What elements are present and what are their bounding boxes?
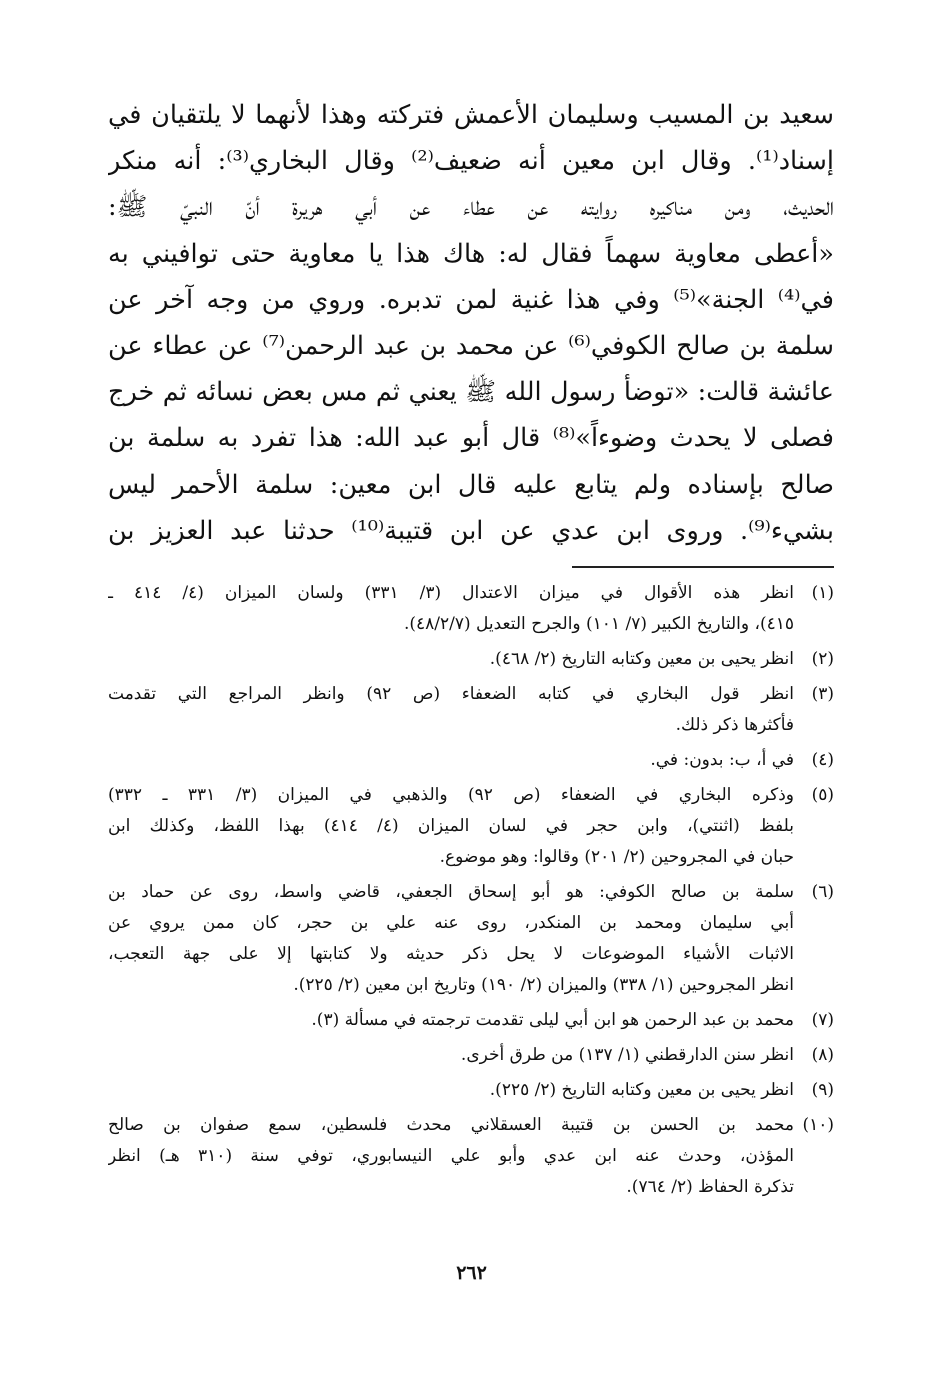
- footnote-number: (٩): [811, 1080, 834, 1100]
- footnote-9: [108, 1075, 834, 1106]
- footnote-1: [108, 578, 834, 640]
- footnote-line: أبي سليمان ومحمد بن المنكدر، روى عنه علي بن حجر، كان ممن يروي عن: [108, 913, 794, 933]
- footnote-7: [108, 1005, 834, 1036]
- footnote-body: [108, 877, 794, 1001]
- footnote-line: سلمة بن صالح الكوفي: هو أبو إسحاق الجعفي، قاضي واسط، روى عن حماد بن: [108, 882, 794, 902]
- footnote-body: [108, 578, 794, 640]
- footnote-line: محمد بن عبد الرحمن هو ابن أبي ليلى تقدمت ترجمته في مسألة (٣).: [311, 1010, 794, 1030]
- footnote-number: (٧): [811, 1010, 834, 1030]
- main-text-line: الحديث، ومن مناكيره روايته عن عطاء عن أبي هريرة أنّ النبيّ ﷺ:: [108, 192, 834, 223]
- footnote-body: [108, 644, 794, 675]
- footnotes: [108, 578, 834, 1207]
- footnote-number: (٢): [811, 649, 834, 669]
- main-text-line: سعيد بن المسيب وسليمان الأعمش فتركته وهذا لأنهما لا يلتقيان في: [108, 100, 834, 130]
- footnote-5: [108, 780, 834, 873]
- footnote-number: (٣): [811, 684, 834, 704]
- main-text-line: «أعطى معاوية سهماً فقال له: هاك هذا يا معاوية حتى توافيني به: [108, 238, 834, 269]
- footnote-line: تذكرة الحفاظ (٢/ ٧٦٤).: [626, 1177, 794, 1197]
- footnote-number: (٦): [811, 882, 834, 902]
- footnote-3: [108, 679, 834, 741]
- footnote-body: [108, 745, 794, 776]
- footnote-line: بلفظ (اثنتي)، وابن حجر في لسان الميزان (٤/ ٤١٤) بهذا اللفظ، وكذلك ابن: [108, 816, 794, 836]
- footnote-line: انظر قول البخاري في كتابه الضعفاء (ص ٩٢) وانظر المراجع التي تقدمت: [108, 684, 794, 704]
- footnote-line: انظر هذه الأقوال في ميزان الاعتدال (٣/ ٣٣١) ولسان الميزان (٤/ ٤١٤ ـ: [108, 583, 794, 603]
- footnote-body: [108, 1005, 794, 1036]
- footnote-number: (٥): [811, 785, 834, 805]
- main-text: [108, 92, 834, 554]
- footnote-line: فأكثرها ذكر ذلك.: [675, 715, 794, 735]
- main-text-line: في⁽⁴⁾ الجنة»⁽⁵⁾ وفي هذا غنية لمن تدبره. وروي من وجه آخر عن: [108, 284, 834, 315]
- footnote-line: حبان في المجروحين (٢/ ٢٠١) وقالوا: وهو موضوع.: [439, 847, 794, 867]
- footnote-number: (١٠): [802, 1115, 834, 1135]
- footnote-line: محمد بن الحسن بن قتيبة العسقلاني محدث فلسطين، سمع صفوان بن صالح: [108, 1115, 794, 1135]
- footnote-2: [108, 644, 834, 675]
- footnote-number: (٨): [811, 1045, 834, 1065]
- footnote-line: انظر يحيى بن معين وكتابه التاريخ (٢/ ٤٦٨).: [489, 649, 794, 669]
- main-text-line: صالح بإسناده ولم يتابع عليه قال ابن معين: سلمة الأحمر ليس: [108, 469, 834, 500]
- footnote-body: [108, 679, 794, 741]
- main-text-line: إسناد⁽¹⁾. وقال ابن معين أنه ضعيف⁽²⁾ وقال البخاري⁽³⁾: أنه منكر: [108, 146, 834, 177]
- footnote-line: المؤذن، وحدث عنه ابن عدي وأبو علي النيسابوري، توفي سنة (٣١٠ هـ) انظر: [108, 1146, 794, 1166]
- page-number: ٢٦٢: [456, 1262, 487, 1284]
- main-text-line: عائشة قالت: «توضأ رسول الله ﷺ يعني ثم مس بعض نسائه ثم خرج: [108, 377, 834, 408]
- footnote-number: (١): [811, 583, 834, 603]
- footnote-line: انظر يحيى بن معين وكتابه التاريخ (٢/ ٢٢٥).: [489, 1080, 794, 1100]
- footnote-body: [108, 1040, 794, 1071]
- footnote-line: انظر سنن الدارقطني (١/ ١٣٧) من طرق أخرى.: [460, 1045, 794, 1065]
- main-text-line: سلمة بن صالح الكوفي⁽⁶⁾ عن محمد بن عبد الرحمن⁽⁷⁾ عن عطاء عن: [108, 330, 834, 361]
- main-text-line: فصلى لا يحدث وضوءاً»⁽⁸⁾ قال أبو عبد الله: هذا تفرد به سلمة بن: [108, 423, 834, 454]
- footnote-body: [108, 1075, 794, 1106]
- footnote-line: ٤١٥)، والتاريخ الكبير (٧/ ١٠١) والجرح التعديل (٤٨/٢/٧).: [403, 614, 794, 634]
- footnote-body: [108, 1110, 794, 1203]
- footnote-4: [108, 745, 834, 776]
- footnote-body: [108, 780, 794, 873]
- footnote-8: [108, 1040, 834, 1071]
- footnote-line: وذكره البخاري في الضعفاء (ص ٩٢) والذهبي في الميزان (٣/ ٣٣١ ـ ٣٣٢): [108, 785, 794, 805]
- footnote-line: الاثبات الأشياء الموضوعات لا يحل ذكر حديثه ولا كتابتها إلا على جهة التعجب،: [108, 944, 794, 964]
- footnote-number: (٤): [811, 750, 834, 770]
- footnote-line: انظر المجروحين (١/ ٣٣٨) والميزان (٢/ ١٩٠) وتاريخ ابن معين (٢/ ٢٢٥).: [293, 975, 794, 995]
- footnote-6: [108, 877, 834, 1001]
- footnote-separator: [572, 566, 834, 568]
- footnote-10: [108, 1110, 834, 1203]
- footnote-line: في أ، ب: بدون: في.: [650, 750, 794, 770]
- main-text-line: بشيء⁽⁹⁾. وروى ابن عدي عن ابن قتيبة⁽¹⁰⁾ حدثنا عبد العزيز بن: [108, 515, 834, 546]
